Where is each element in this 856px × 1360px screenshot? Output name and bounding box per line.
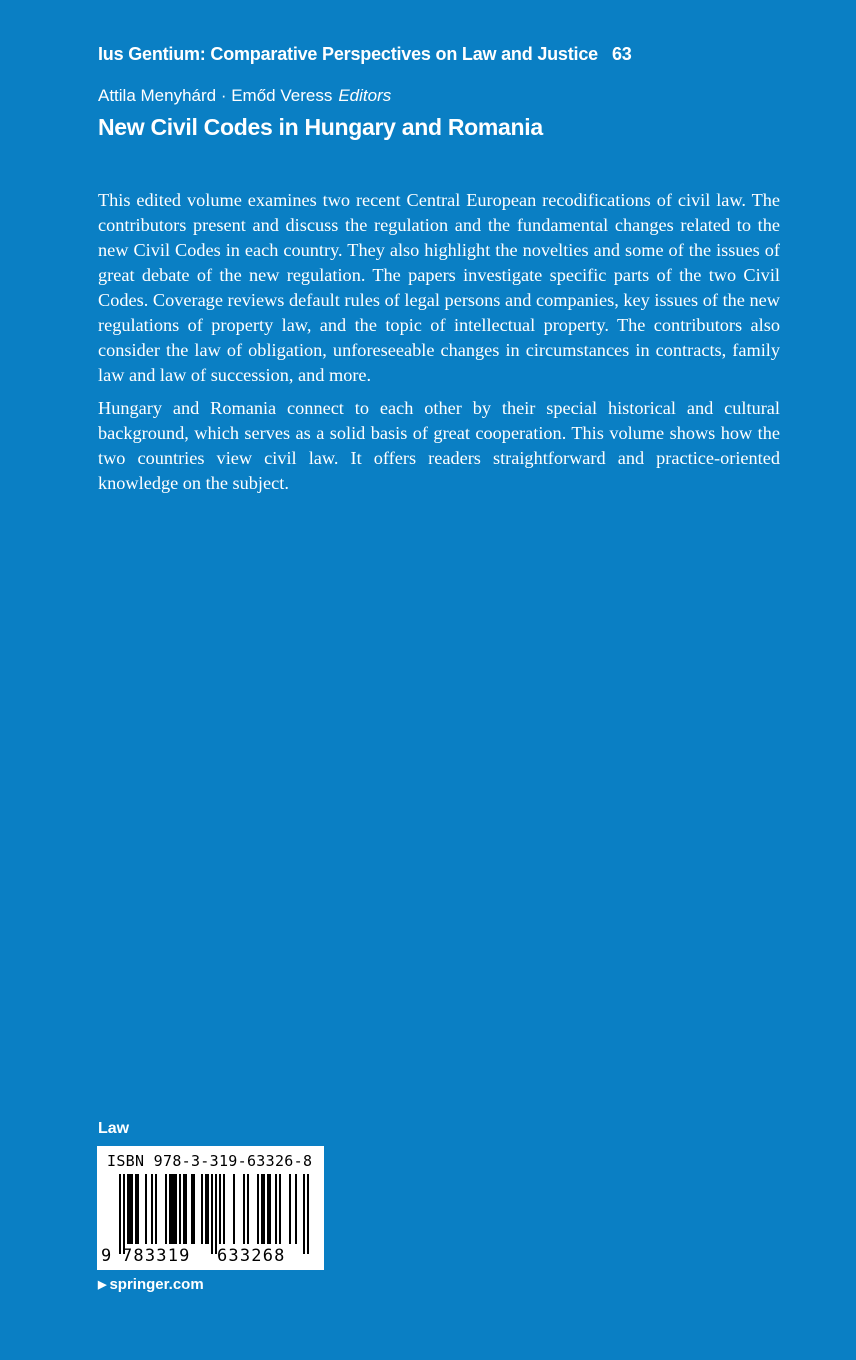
barcode-bar: [223, 1174, 225, 1244]
ean-left-digits: 783319: [122, 1246, 191, 1266]
barcode-bar: [145, 1174, 147, 1244]
isbn-barcode: [97, 1146, 324, 1270]
barcode-bar: [135, 1174, 137, 1244]
barcode-bar: [257, 1174, 259, 1244]
blurb-paragraph: Hungary and Romania connect to each other by their special historical and cultural background, which serves as a solid basis of great cooperation. This volume shows how the two countries view civil law. It offers readers straightforward and practice-oriented knowledge on the subject.: [98, 398, 780, 493]
barcode-bar: [201, 1174, 203, 1244]
series-volume: 63: [611, 44, 632, 64]
barcode-bar: [207, 1174, 209, 1244]
barcode-bar: [191, 1174, 193, 1244]
barcode-bar: [247, 1174, 249, 1244]
barcode-bar: [267, 1174, 269, 1244]
barcode-bar: [171, 1174, 173, 1244]
series-line: [98, 44, 632, 65]
barcode-bar: [263, 1174, 265, 1244]
barcode-bar: [127, 1174, 129, 1244]
barcode-bar: [233, 1174, 235, 1244]
barcode-bar: [243, 1174, 245, 1244]
barcode-bar: [123, 1174, 125, 1254]
barcode-bar: [205, 1174, 207, 1244]
barcode-bar: [307, 1174, 309, 1254]
barcode-bar: [165, 1174, 167, 1244]
barcode-bar: [151, 1174, 153, 1244]
barcode-bar: [193, 1174, 195, 1244]
ean-right-digits: 633268: [217, 1246, 286, 1266]
barcode-bar: [119, 1174, 121, 1254]
barcode-bar: [289, 1174, 291, 1244]
ean-first-digit: 9: [101, 1246, 112, 1266]
triangle-right-icon: ▶: [98, 1279, 107, 1291]
editor-names: Attila Menyhárd · Emőd Veress: [98, 86, 333, 105]
editors-role: Editors: [338, 86, 392, 105]
blurb: [98, 188, 780, 504]
barcode-bar: [215, 1174, 217, 1254]
barcode-bar: [295, 1174, 297, 1244]
barcode-bar: [219, 1174, 221, 1244]
barcode-bar: [169, 1174, 171, 1244]
barcode-bar: [175, 1174, 177, 1244]
barcode-bar: [269, 1174, 271, 1244]
barcode-bar: [211, 1174, 213, 1254]
barcode-bar: [303, 1174, 305, 1254]
barcode-bar: [179, 1174, 181, 1244]
barcode-bar: [261, 1174, 263, 1244]
barcode-bar: [155, 1174, 157, 1244]
barcode-bar: [185, 1174, 187, 1244]
blurb-paragraph: This edited volume examines two recent Central European recodifications of civil law. The contributors present and discuss the regulation and the fundamental changes related to the new Civil Codes in each country. They also highlight the novelties and some of the issues of great debate of the new regulation. The papers investigate specific parts of the two Civil Codes. Coverage reviews default rules of legal persons and companies, key issues of the new regulations of property law, and the topic of intellectual property. The contributors also consider the law of obligation, unforeseeable changes in circumstances in contracts, family law and law of succession, and more.: [98, 190, 780, 385]
barcode-bar: [129, 1174, 131, 1244]
barcode-bar: [275, 1174, 277, 1244]
barcode-bar: [173, 1174, 175, 1244]
publisher-link[interactable]: [98, 1276, 204, 1293]
isbn-label: ISBN 978-3-319-63326-8: [107, 1152, 313, 1170]
series-name: Ius Gentium: Comparative Perspectives on Law and Justice: [98, 44, 598, 64]
book-title: New Civil Codes in Hungary and Romania: [98, 114, 543, 140]
barcode-bar: [183, 1174, 185, 1244]
publisher-url: springer.com: [109, 1276, 204, 1293]
barcode-bar: [279, 1174, 281, 1244]
barcode-bar: [137, 1174, 139, 1244]
barcode-bar: [131, 1174, 133, 1244]
subject-label: Law: [98, 1120, 130, 1137]
editors-line: [98, 86, 391, 106]
